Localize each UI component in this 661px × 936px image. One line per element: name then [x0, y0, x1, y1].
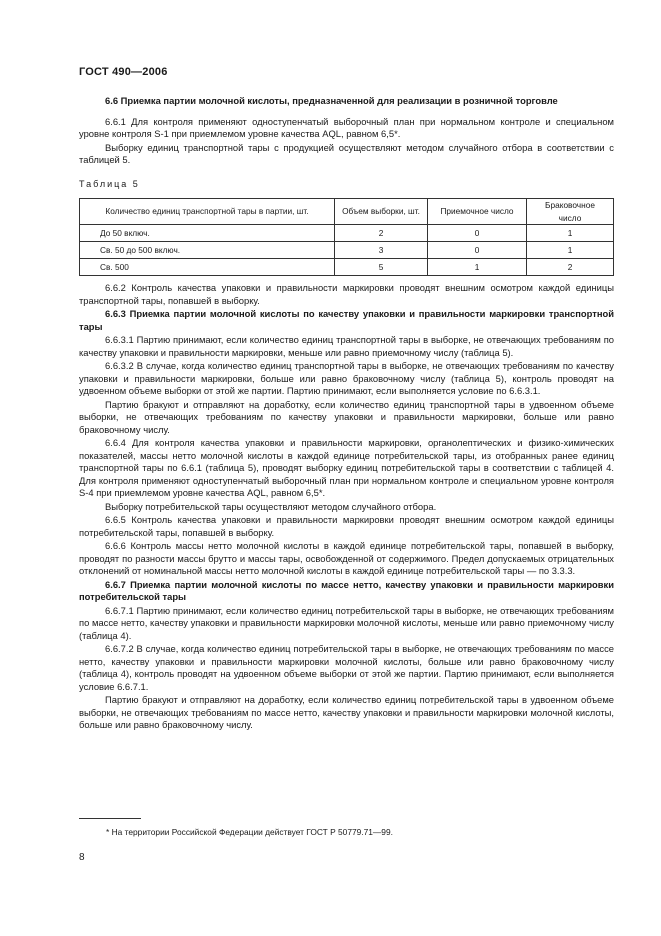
table-5-caption: Таблица 5 [79, 178, 140, 189]
cell-lot-size: Св. 50 до 500 включ. [80, 242, 335, 259]
paragraph-6-6-5: 6.6.5 Контроль качества упаковки и правильности маркировки проводят внешним осмотром каждой единицы потребительской тары, попавшей в выборку. [79, 514, 614, 538]
cell-acceptance-number: 0 [428, 242, 527, 259]
table-row [80, 225, 614, 242]
cell-rejection-number: 1 [527, 242, 614, 259]
paragraph-6-6-3-2: 6.6.3.2 В случае, когда количество единиц транспортной тары в выборке, не отвечающих требованиям по качеству упаковки и правильности маркировки, больше или равно браковочному числу (таблица 5), контроль проводят на удвоенном объеме выборки от этой же партии. Партию принимают, если выполняется условие по 6.6.3.1. [79, 360, 614, 396]
col-header-sample-size: Объем выборки, шт. [335, 199, 428, 225]
col-header-rejection-number: Браковочное число [527, 199, 614, 225]
footnote-divider [79, 818, 141, 819]
cell-sample-size: 3 [335, 242, 428, 259]
heading-6-6-7: 6.6.7 Приемка партии молочной кислоты по массе нетто, качеству упаковки и правильности маркировки потребительской тары [79, 578, 614, 602]
footnote: * На территории Российской Федерации действует ГОСТ Р 50779.71—99. [106, 827, 393, 837]
paragraph-6-6-4: 6.6.4 Для контроля качества упаковки и правильности маркировки, органолептических и физико-химических показателей, массы нетто молочной кислоты в каждой единице потребительской тары, из отобранных ранее единиц транспортной тары по 6.6.1 (таблица 5), проводят выборку единиц потребительской тары в соответствии с таблицей 4. Для контроля применяют одноступенчатый выборочный план при нормальном контроле и специальном уровне контроля S-4 при приемлемом уровне качества AQL, равном 6,5*. [79, 437, 614, 498]
cell-lot-size: Св. 500 [80, 259, 335, 276]
paragraph-6-6-7-2: 6.6.7.2 В случае, когда количество единиц потребительской тары в выборке, не отвечающих требованиям по массе нетто, качеству упаковки и правильности маркировки молочной кислоты, больше или равно браковочному числу (таблица 4), контроль проводят на удвоенном объеме выборки от этой же партии. Партию принимают, если выполняется условие 6.6.7.1. [79, 643, 614, 692]
cell-lot-size: До 50 включ. [80, 225, 335, 242]
paragraph-consumer-sample: Выборку потребительской тары осуществляют методом случайного отбора. [105, 500, 437, 512]
cell-rejection-number: 2 [527, 259, 614, 276]
section-6-6-title: 6.6 Приемка партии молочной кислоты, предназначенной для реализации в розничной торговле [105, 95, 558, 106]
paragraph-6-6-3-1: 6.6.3.1 Партию принимают, если количество единиц транспортной тары в выборке, не отвечающих требованиям по качеству упаковки и правильности маркировки, меньше или равно приемочному числу (таблица 5). [79, 334, 614, 358]
paragraph-6-6-1: 6.6.1 Для контроля применяют одноступенчатый выборочный план при нормальном контроле и специальном уровне контроля S-1 при приемлемом уровне качества AQL, равном 6,5*. [79, 115, 614, 139]
paragraph-6-6-7-1: 6.6.7.1 Партию принимают, если количество единиц потребительской тары в выборке, не отвечающих требованиям по массе нетто, качеству упаковки и правильности маркировки молочной кислоты, меньше или равно приемочному числу (таблица 4). [79, 604, 614, 641]
document-header: ГОСТ 490—2006 [79, 66, 168, 78]
table-row [80, 259, 614, 276]
heading-6-6-3: 6.6.3 Приемка партии молочной кислоты по качеству упаковки и правильности маркировки транспортной тары [79, 308, 614, 332]
cell-acceptance-number: 0 [428, 225, 527, 242]
paragraph-sample-selection: Выборку единиц транспортной тары с продукцией осуществляют методом случайного отбора в соответствии с таблицей 5. [79, 141, 614, 165]
col-header-acceptance-number: Приемочное число [428, 199, 527, 225]
page-number: 8 [79, 852, 85, 863]
cell-acceptance-number: 1 [428, 259, 527, 276]
page-content [79, 95, 614, 732]
cell-sample-size: 5 [335, 259, 428, 276]
paragraph-reject-transport: Партию бракуют и отправляют на доработку, если количество единиц транспортной тары в удвоенном объеме выборки, не отвечающих требованиям по качеству упаковки и правильности маркировки, больше или равно браковочному числу. [79, 398, 614, 435]
cell-sample-size: 2 [335, 225, 428, 242]
table-row [80, 242, 614, 259]
col-header-lot-size: Количество единиц транспортной тары в партии, шт. [80, 199, 335, 225]
paragraph-reject-consumer: Партию бракуют и отправляют на доработку, если количество единиц потребительской тары в удвоенном объеме выборки, не отвечающих требованиям по массе нетто, качеству упаковки и правильности маркировки молочной кислоты, больше или равно браковочному числу. [79, 694, 614, 730]
table-5 [79, 198, 614, 276]
paragraph-6-6-2: 6.6.2 Контроль качества упаковки и правильности маркировки проводят внешним осмотром каждой единицы транспортной тары, попавшей в выборку. [79, 282, 614, 306]
paragraph-6-6-6: 6.6.6 Контроль массы нетто молочной кислоты в каждой единице потребительской тары, попавшей в выборку, проводят по разности массы брутто и массы тары, освобожденной от содержимого. Предел допускаемых отрицательных отклонений от номинальной массы нетто молочной кислоты в каждой единице потребительской тары — по 3.3.3. [79, 540, 614, 576]
table-header-row [80, 199, 614, 225]
cell-rejection-number: 1 [527, 225, 614, 242]
